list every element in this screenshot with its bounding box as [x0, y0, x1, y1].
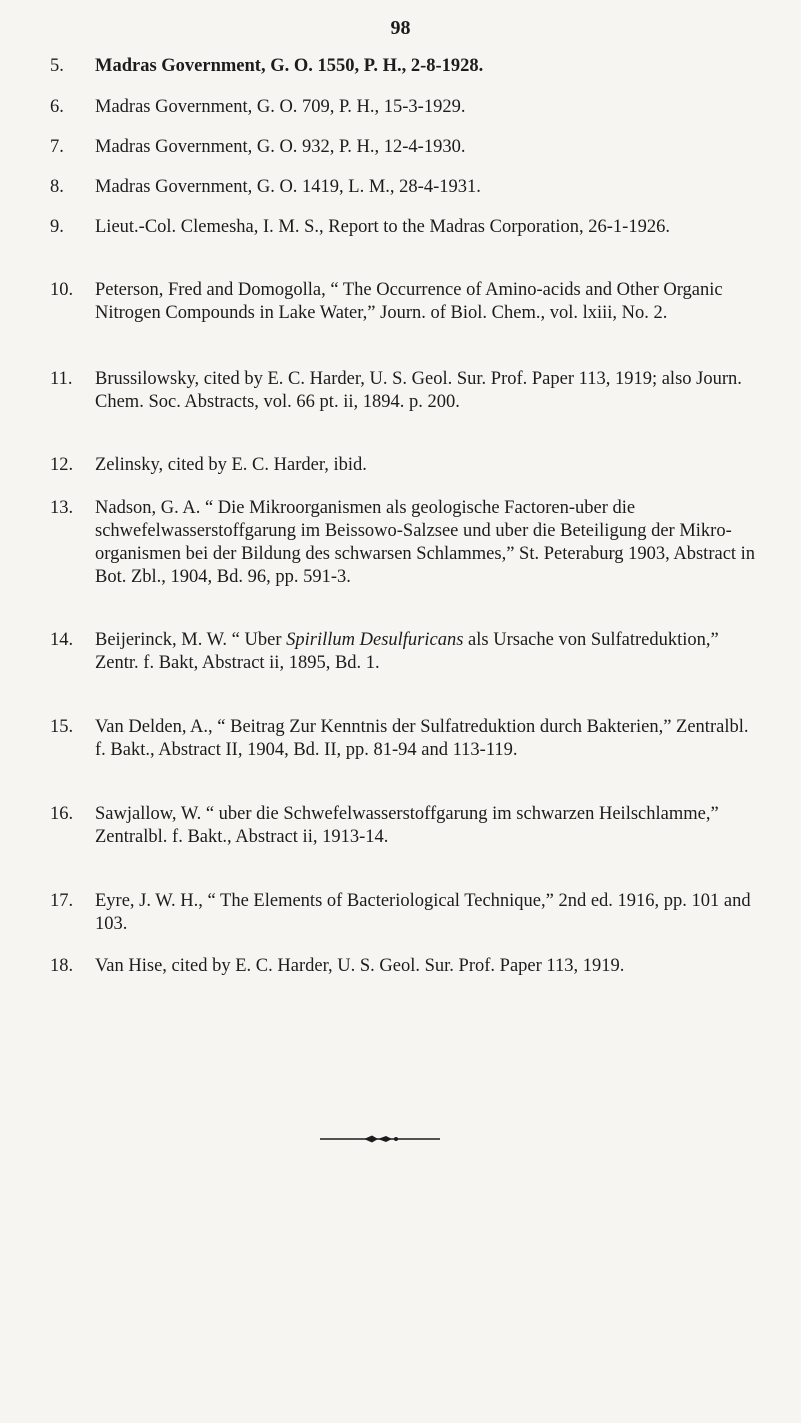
reference-text: Madras Government, G. O. 709, P. H., 15-3-1929.	[95, 97, 466, 117]
reference-text: Van Delden, A., “ Beitrag Zur Kenntnis der Sulfatreduktion durch Bakterien,” Zentralbl. f. Bakt., Abstract II, 1904, Bd. II, pp. 81-94 and 113-119.	[95, 717, 749, 760]
page-number: 98	[390, 17, 411, 39]
reference-text: Nadson, G. A. “ Die Mikroorganismen als geologische Factoren-uber die schwefelwasserstoffgarung im Beissowo-Salzsee und uber die Beteiligung der Mikro-organismen bei der Bildung des schwarsen Schlammes,” St. Peteraburg 1903, Abstract in Bot. Zbl., 1904, Bd. 96, pp. 591-3.	[95, 498, 756, 587]
reference-item	[50, 955, 762, 978]
reference-number: 6.	[50, 97, 64, 117]
reference-number: 5.	[50, 56, 64, 76]
reference-text: Zelinsky, cited by E. C. Harder, ibid.	[95, 455, 367, 475]
reference-text: Lieut.-Col. Clemesha, I. M. S., Report to the Madras Corporation, 26-1-1926.	[95, 217, 670, 237]
reference-item	[50, 629, 762, 675]
reference-text: Brussilowsky, cited by E. C. Harder, U. S. Geol. Sur. Prof. Paper 113, 1919; also Journ. Chem. Soc. Abstracts, vol. 66 pt. ii, 1894. p. 200.	[95, 369, 742, 412]
reference-number: 12.	[50, 455, 74, 475]
reference-item	[50, 803, 762, 849]
reference-text: Van Hise, cited by E. C. Harder, U. S. Geol. Sur. Prof. Paper 113, 1919.	[95, 956, 625, 976]
reference-text-start: Beijerinck, M. W. “ Uber	[95, 630, 287, 650]
organism-name: Spirillum Desulfuricans	[286, 630, 464, 650]
reference-item	[50, 497, 762, 589]
reference-text: Peterson, Fred and Domogolla, “ The Occurrence of Amino-acids and Other Organic Nitrogen Compounds in Lake Water,” Journ. of Biol. Chem., vol. lxiii, No. 2.	[95, 280, 723, 323]
reference-number: 15.	[50, 717, 74, 737]
reference-number: 18.	[50, 956, 74, 976]
reference-text	[95, 629, 762, 675]
reference-text: Eyre, J. W. H., “ The Elements of Bacteriological Technique,” 2nd ed. 1916, pp. 101 and 103.	[95, 891, 751, 934]
reference-number: 7.	[50, 137, 64, 157]
reference-item	[50, 279, 762, 325]
reference-item	[50, 890, 762, 936]
end-ornament	[320, 1133, 440, 1145]
reference-number: 9.	[50, 217, 64, 237]
reference-number: 16.	[50, 804, 74, 824]
reference-number: 17.	[50, 891, 74, 911]
reference-item	[50, 55, 762, 78]
reference-text: Madras Government, G. O. 1419, L. M., 28-4-1931.	[95, 177, 481, 197]
reference-item	[50, 368, 762, 414]
reference-number: 14.	[50, 630, 74, 650]
reference-text: Madras Government, G. O. 932, P. H., 12-4-1930.	[95, 137, 466, 157]
reference-item	[50, 96, 762, 119]
reference-item	[50, 216, 762, 239]
reference-item	[50, 454, 762, 477]
reference-item	[50, 716, 762, 762]
reference-number: 8.	[50, 177, 64, 197]
reference-number: 13.	[50, 498, 74, 518]
reference-text: Madras Government, G. O. 1550, P. H., 2-8-1928.	[95, 56, 484, 76]
reference-number: 10.	[50, 280, 74, 300]
reference-text-end: als Ursache von Sulfatreduktion,” Zentr. f. Bakt, Abstract ii, 1895, Bd. 1.	[95, 630, 719, 673]
reference-number: 11.	[50, 369, 73, 389]
reference-item	[50, 136, 762, 159]
reference-item	[50, 176, 762, 199]
reference-text: Sawjallow, W. “ uber die Schwefelwasserstoffgarung im schwarzen Heilschlamme,” Zentralbl. f. Bakt., Abstract ii, 1913-14.	[95, 804, 719, 847]
